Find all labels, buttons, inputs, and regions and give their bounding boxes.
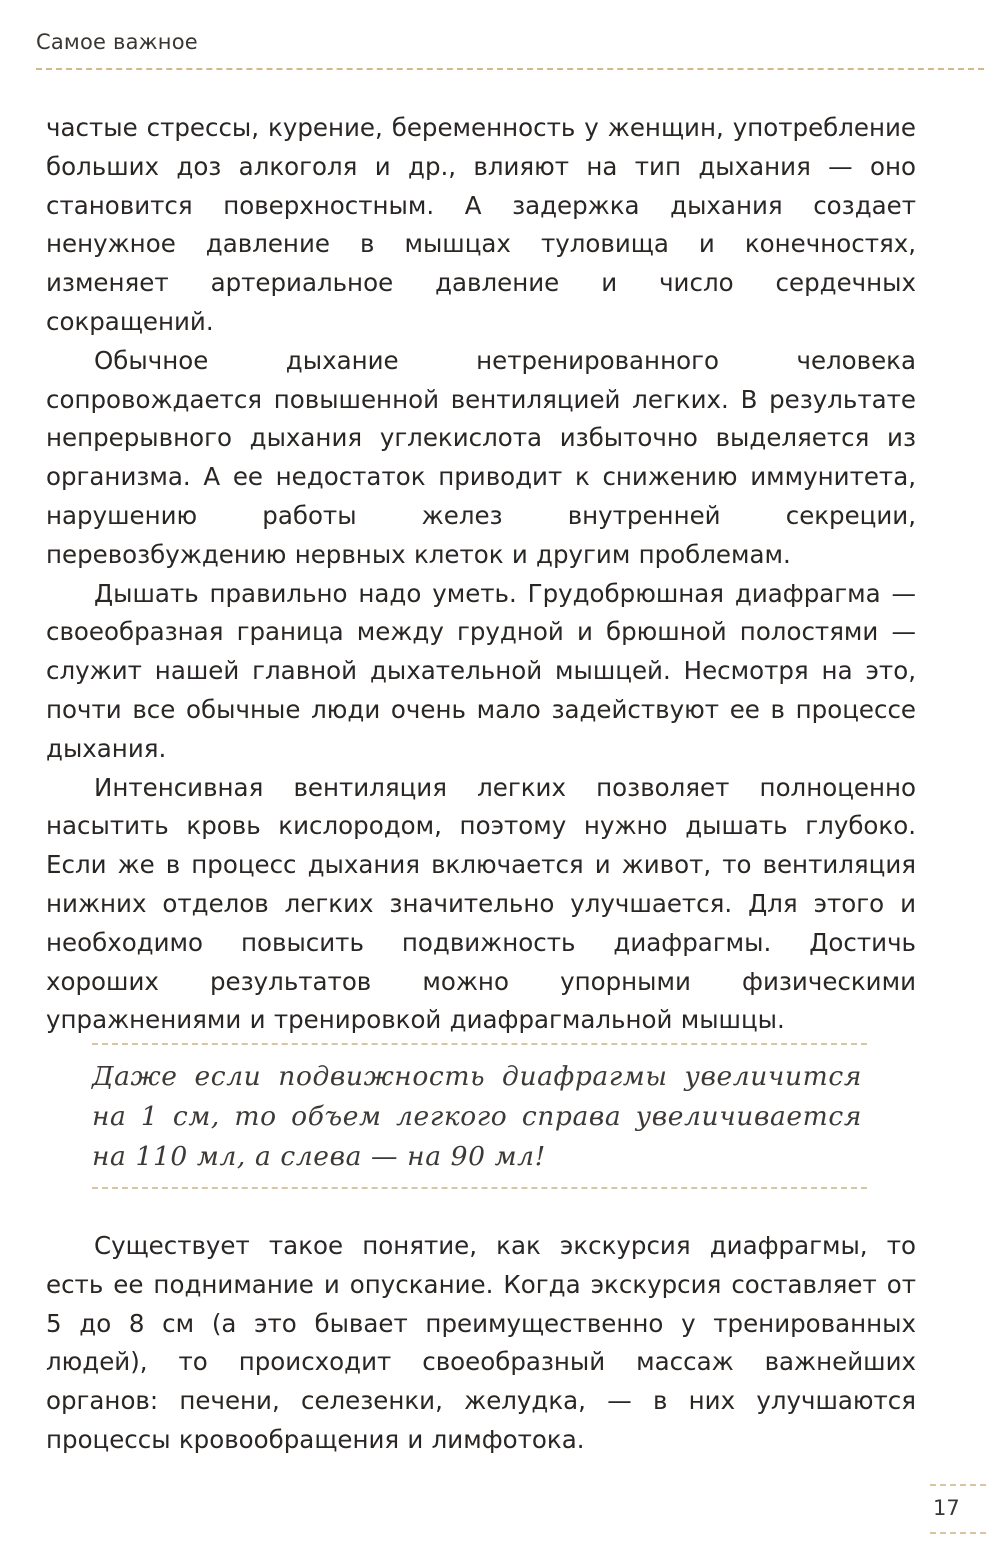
paragraph: Дышать правильно надо уметь. Грудобрюшная диафрагма — своеобразная граница между грудной и брюшной полостями — служит нашей главной дыхательной мышцей. Несмотря на это, почти все обычные люди очень мало задействуют ее в процессе дыхания. [46,578,916,763]
folio-top-rule [930,1484,986,1486]
main-text-block [46,109,916,1040]
running-head-title: Самое важное [36,30,198,54]
paragraph: Интенсивная вентиляция легких позволяет полноценно насытить кровь кислородом, поэтому нужно дышать глубоко. Если же в процесс дыхания включается и живот, то вентиляция нижних отделов легких значительно улучшается. Для этого и необходимо повысить подвижность диафрагмы. Достичь хороших результатов можно упорными физическими упражнениями и тренировкой диафрагмальной мышцы. [46,772,916,1035]
paragraph-continued: частые стрессы, курение, беременность у женщин, употребление больших доз алкоголя и др., влияют на тип дыхания — оно становится поверхностным. А задержка дыхания создает ненужное давление в мышцах туловища и конечностях, изменяет артериальное давление и число сердечных сокращений. [46,113,916,336]
paragraph: Существует такое понятие, как экскурсия диафрагмы, то есть ее поднимание и опускание. Когда экскурсия составляет от 5 до 8 см (а это бывает преимущественно у тренированных людей), то происходит своеобразный массаж важнейших органов: печени, селезенки, желудка, — в них улучшаются процессы кровообращения и лимфотока. [46,1231,916,1454]
page-number: 17 [933,1496,960,1520]
callout-bottom-rule [92,1187,867,1189]
header-dashed-rule [36,68,984,70]
folio-bottom-rule [930,1532,986,1534]
paragraph: Обычное дыхание нетренированного человека сопровождается повышенной вентиляцией легких. В результате непрерывного дыхания углекислота избыточно выделяется из организма. А ее недостаток приводит к снижению иммунитета, нарушению работы желез внутренней секреции, перевозбуждению нервных клеток и другим проблемам. [46,345,916,569]
callout-top-rule [92,1043,867,1045]
closing-text-block [46,1227,916,1460]
callout-fact-text: Даже если подвижность диафрагмы увеличится на 1 см, то объем легкого справа увеличивается на 110 мл, а слева — на 90 мл! [92,1061,862,1172]
